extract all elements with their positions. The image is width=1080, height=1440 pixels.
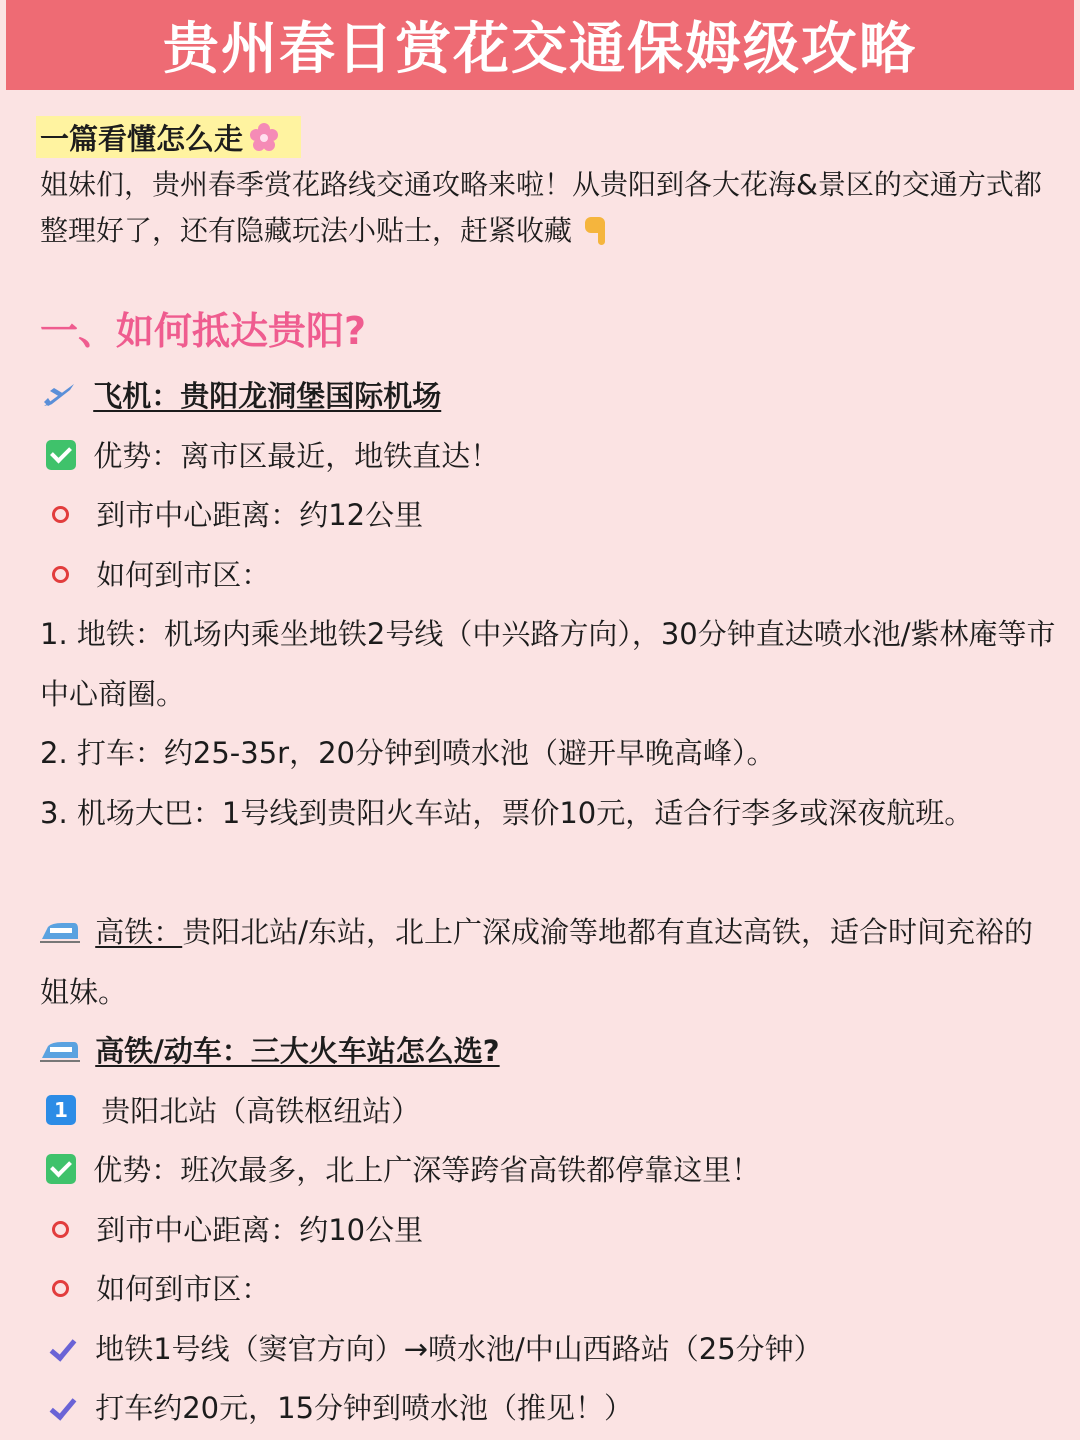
stations-title-row <box>40 1022 1070 1082</box>
plane-advantage: 优势：离市区最近，地铁直达！ <box>93 439 500 473</box>
plane-how-row <box>40 546 1070 606</box>
north-station-row <box>40 1082 1070 1142</box>
number-one-icon: 1 <box>46 1095 76 1125</box>
hsr-row <box>40 903 1060 1022</box>
plane-title: 飞机：贵阳龙洞堡国际机场 <box>93 379 442 413</box>
purple-check-icon <box>46 1339 80 1359</box>
intro-paragraph <box>40 162 1050 254</box>
section-heading-arrival: 一、如何抵达贵阳? <box>40 309 367 353</box>
hsr-label: 高铁： <box>95 915 183 949</box>
plane-how: 如何到市区： <box>96 558 271 592</box>
hsr-text: 贵阳北站/东站，北上广深成渝等地都有直达高铁，适合时间充裕的姐妹。 <box>40 915 1034 1009</box>
pointing-down-hand-icon <box>581 213 613 247</box>
red-circle-icon <box>52 566 69 583</box>
plane-distance: 到市中心距离：约12公里 <box>96 498 424 532</box>
title-banner <box>6 0 1074 90</box>
plane-item-metro: 1. 地铁：机场内乘坐地铁2号线（中兴路方向），30分钟直达喷水池/紫林庵等市中心商圈。 <box>40 617 1056 711</box>
plane-item-bus: 3. 机场大巴：1号线到贵阳火车站，票价10元，适合行李多或深夜航班。 <box>40 796 974 830</box>
north-advantage-row <box>40 1141 1070 1201</box>
north-how: 如何到市区： <box>96 1272 271 1306</box>
plane-title-row <box>40 367 1070 427</box>
purple-check-icon <box>46 1398 80 1418</box>
cherry-blossom-icon <box>249 122 279 152</box>
red-circle-icon <box>52 1280 69 1297</box>
intro-text: 姐妹们，贵州春季赏花路线交通攻略来啦！从贵阳到各大花海&景区的交通方式都整理好了，还有隐藏玩法小贴士，赶紧收藏 <box>40 168 1042 247</box>
check-mark-icon <box>46 440 76 470</box>
north-tip-metro: 地铁1号线（窦官方向）→喷水池/中山西路站（25分钟） <box>95 1332 823 1366</box>
north-tip-taxi: 打车约20元，15分钟到喷水池（推见！） <box>95 1391 634 1425</box>
north-tip-metro-row <box>40 1320 1070 1380</box>
tagline-text: 一篇看懂怎么走 <box>40 121 244 156</box>
check-mark-icon <box>46 1154 76 1184</box>
plane-advantage-row <box>40 427 1070 487</box>
tagline-highlight <box>36 116 301 158</box>
stations-title: 高铁/动车：三大火车站怎么选? <box>95 1034 500 1068</box>
north-distance: 到市中心距离：约10公里 <box>96 1213 424 1247</box>
red-circle-icon <box>52 1221 69 1238</box>
airplane-icon <box>40 380 78 410</box>
north-advantage: 优势：班次最多，北上广深等跨省高铁都停靠这里！ <box>93 1153 761 1187</box>
north-how-row <box>40 1260 1070 1320</box>
north-station: 贵阳北站（高铁枢纽站） <box>101 1094 421 1128</box>
north-tip-taxi-row <box>40 1379 1070 1439</box>
plane-item-taxi: 2. 打车：约25-35r，20分钟到喷水池（避开早晚高峰）。 <box>40 736 776 770</box>
plane-distance-row <box>40 486 1070 546</box>
high-speed-train-icon <box>40 919 80 945</box>
high-speed-train-icon <box>40 1038 80 1064</box>
north-distance-row <box>40 1201 1070 1261</box>
red-circle-icon <box>52 506 69 523</box>
page-title: 贵州春日赏花交通保姆级攻略 <box>163 17 917 82</box>
